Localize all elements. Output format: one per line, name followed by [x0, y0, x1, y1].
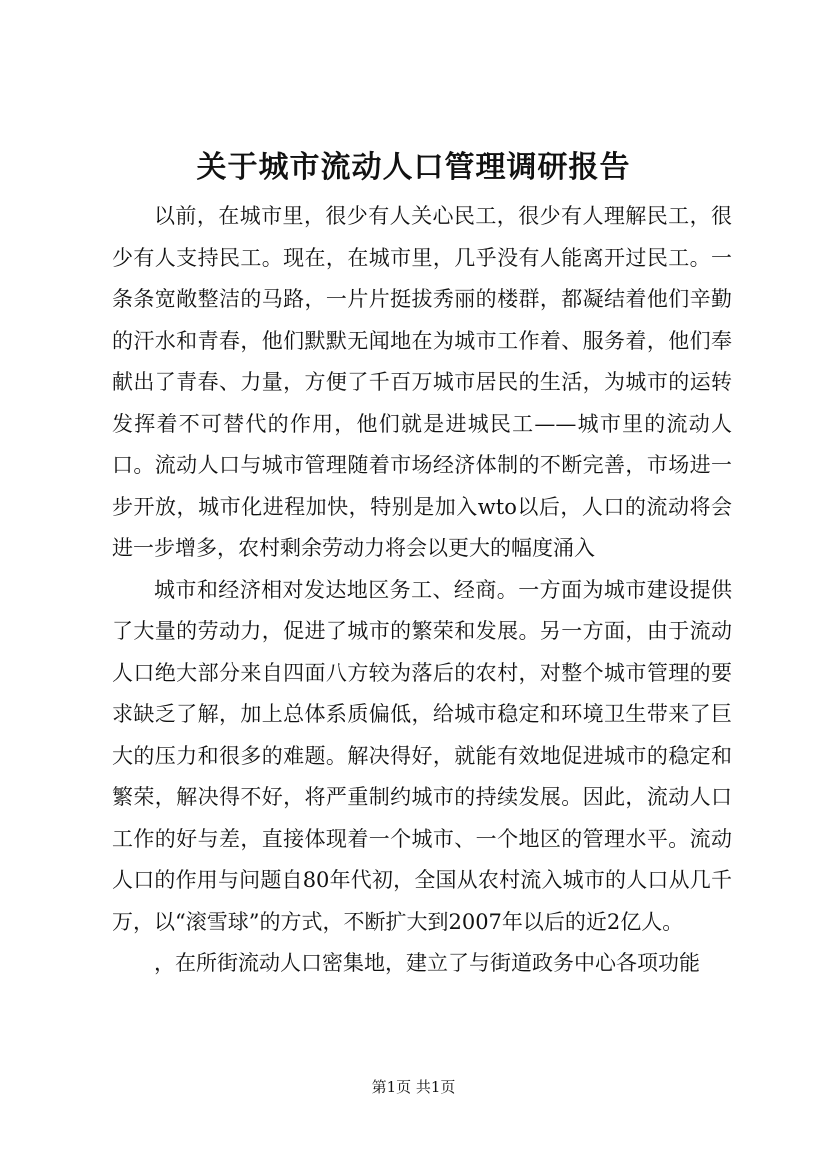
paragraph-2: 城市和经济相对发达地区务工、经商。一方面为城市建设提供了大量的劳动力，促进了城市的繁荣和发展。另一方面，由于流动人口绝大部分来自四面八方较为落后的农村，对整个城市管理的要求缺乏了解，加上总体系质偏低，给城市稳定和环境卫生带来了巨大的压力和很多的难题。解决得好，就能有效地促进城市的稳定和繁荣，解决得不好，将严重制约城市的持续发展。因此，流动人口工作的好与差，直接体现着一个城市、一个地区的管理水平。流动人口的作用与问题自80年代初，全国从农村流入城市的人口从几千万，以“滚雪球”的方式，不断扩大到2007年以后的近2亿人。: [112, 577, 732, 934]
paragraph-3: ，在所街流动人口密集地，建立了与街道政务中心各项功能: [154, 951, 700, 975]
page-footer: 第1页 共1页: [371, 1078, 456, 1096]
document-body: [112, 196, 732, 985]
paragraph-1: 以前，在城市里，很少有人关心民工，很少有人理解民工，很少有人支持民工。现在，在城市里，几乎没有人能离开过民工。一条条宽敞整洁的马路，一片片挺拔秀丽的楼群，都凝结着他们辛勤的汗水和青春，他们默默无闻地在为城市工作着、服务着，他们奉献出了青春、力量，方便了千百万城市居民的生活，为城市的运转发挥着不可替代的作用，他们就是进城民工——城市里的流动人口。流动人口与城市管理随着市场经济体制的不断完善，市场进一步开放，城市化进程加快，特别是加入wto以后，人口的流动将会进一步增多，农村剩余劳动力将会以更大的幅度涌入: [112, 204, 732, 560]
document-title: 关于城市流动人口管理调研报告: [196, 150, 631, 185]
